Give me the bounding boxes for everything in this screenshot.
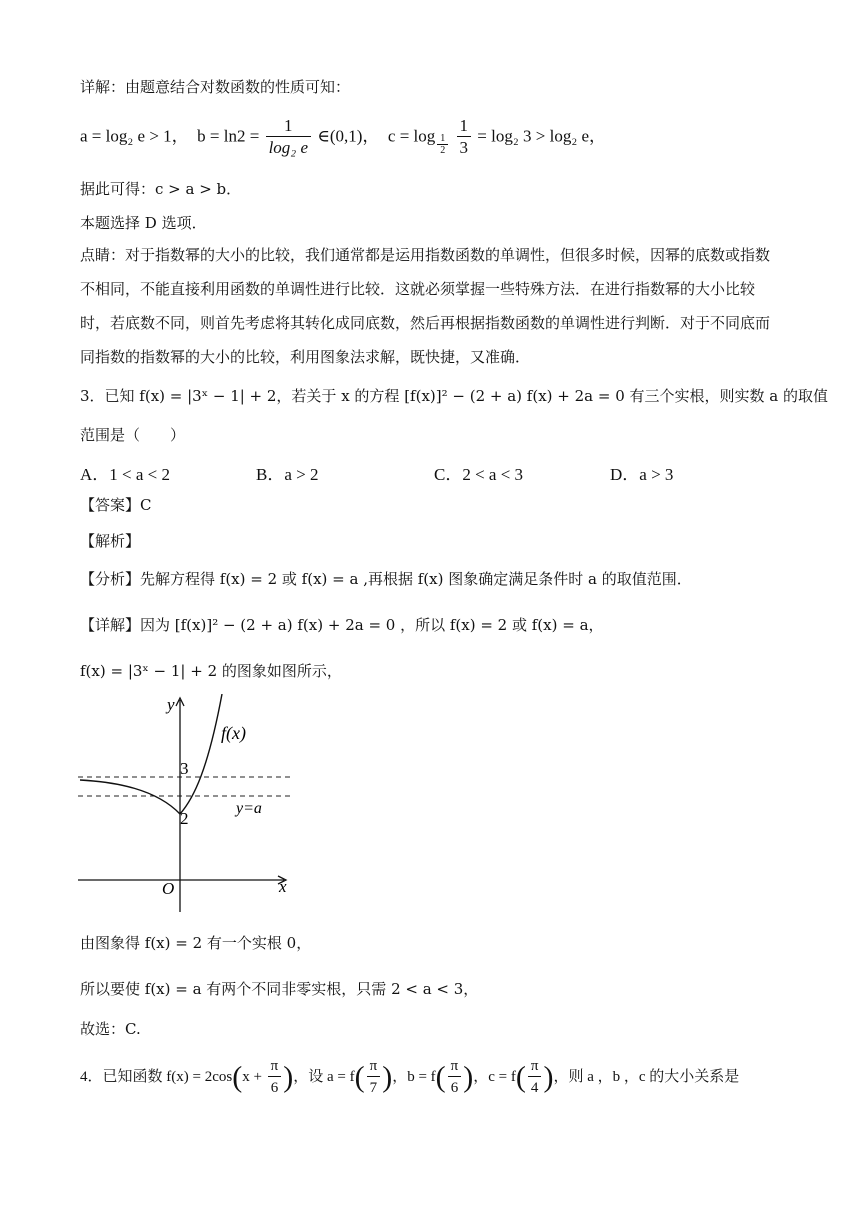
y-axis-label: y [167, 695, 175, 714]
pi-over-4 [528, 1056, 542, 1099]
q4-stem [80, 1056, 739, 1099]
conclusion: 据此可得：c > a > b． [80, 180, 242, 198]
right-paren: ) [463, 1060, 474, 1094]
choose-statement: 本题选择 D 选项． [80, 214, 207, 232]
q3-option-d: D．a > 3 [610, 465, 674, 484]
right-paren: ) [543, 1060, 554, 1094]
c-expression-rhs: = log₂ 3 > log₂ e， [477, 126, 607, 146]
q3-answer: 【答案】C [80, 496, 152, 514]
right-paren: ) [382, 1060, 393, 1094]
c-base-numerator: 1 [437, 133, 448, 145]
four-denominator: 4 [530, 1080, 539, 1096]
line-label: y=a [236, 800, 262, 817]
c-fraction [457, 116, 472, 159]
c-fraction-numerator: 1 [457, 116, 472, 137]
q4-set-a: ，设 a = f [293, 1068, 355, 1085]
six-denominator: 6 [270, 1080, 279, 1096]
pi-numerator: π [448, 1056, 462, 1077]
right-paren: ) [283, 1060, 294, 1094]
q3-option-c: C．2 < a < 3 [434, 465, 524, 484]
curve-label: f(x) [221, 723, 246, 743]
tip-line: 同指数的指数幂的大小的比较，利用图象法求解，既快捷，又准确． [80, 348, 531, 366]
seven-denominator: 7 [369, 1080, 378, 1096]
six-denominator: 6 [450, 1080, 459, 1096]
a-expression: a = log₂ e > 1， [80, 126, 189, 146]
b-fraction-numerator: 1 [266, 116, 311, 137]
pi-numerator: π [528, 1056, 542, 1077]
q3-detail: 【详解】因为 [f(x)]² − (2 + a) f(x) + 2a = 0 ，所以 f(x) = 2 或 f(x) = a， [80, 616, 604, 634]
detail-intro: 详解：由题意结合对数函数的性质可知： [80, 78, 351, 96]
tick-label-3: 3 [180, 759, 189, 778]
tip-line: 不相同，不能直接利用函数的单调性进行比较．这就必须掌握一些特殊方法．在进行指数幂的大小比较 [80, 280, 756, 298]
left-paren: ( [515, 1060, 526, 1094]
q3-option-b: B．a > 2 [256, 465, 319, 484]
c-log-base-fraction [437, 133, 448, 156]
q4-set-b: ，b = f [392, 1068, 436, 1085]
b-expression-rhs: ∈(0,1)， [317, 126, 380, 146]
q3-option-a: A．1 < a < 2 [80, 465, 170, 484]
x-axis-label: x [279, 877, 287, 896]
tick-label-2: 2 [180, 809, 189, 828]
q4-suffix: ，则 a ，b ，c 的大小关系是 [553, 1068, 740, 1085]
q4-set-c: ，c = f [473, 1068, 516, 1085]
q3-after-graph-3: 故选：C. [80, 1020, 141, 1038]
c-expression-lhs: c = log [387, 126, 436, 146]
q3-after-graph-1: 由图象得 f(x) = 2 有一个实根 0， [80, 934, 312, 952]
b-fraction-denominator: log₂ e [268, 138, 309, 157]
b-expression-lhs: b = ln2 = [197, 126, 260, 146]
left-paren: ( [435, 1060, 446, 1094]
pi-over-6-inner [268, 1056, 282, 1099]
log-comparison-equation [80, 116, 606, 159]
left-paren: ( [354, 1060, 365, 1094]
pi-numerator: π [268, 1056, 282, 1077]
c-fraction-denominator: 3 [459, 138, 469, 157]
tip-line: 点睛：对于指数幂的大小的比较，我们通常都是运用指数函数的单调性，但很多时候，因幂的底数或指数 [80, 246, 771, 264]
origin-label: O [162, 879, 175, 898]
left-paren: ( [232, 1060, 243, 1094]
q3-analysis-heading: 【解析】 [80, 532, 141, 550]
q3-stem-line2: 范围是（ ） [80, 426, 186, 444]
q3-stem-line1: 3．已知 f(x) = |3ˣ − 1| + 2，若关于 x 的方程 [f(x)]² − (2 + a) f(x) + 2a = 0 有三个实根，则实数 a 的取值 [80, 387, 829, 405]
function-graph [76, 694, 298, 916]
pi-numerator: π [367, 1056, 381, 1077]
b-fraction [266, 116, 311, 159]
q3-graph-caption: f(x) = |3ˣ − 1| + 2 的图象如图所示， [80, 662, 342, 680]
q3-analysis: 【分析】先解方程得 f(x) = 2 或 f(x) = a ,再根据 f(x) 图象确定满足条件时 a 的取值范围． [80, 570, 692, 588]
q4-inner: x + [242, 1068, 262, 1085]
pi-over-6 [448, 1056, 462, 1099]
pi-over-7 [367, 1056, 381, 1099]
q3-after-graph-2: 所以要使 f(x) = a 有两个不同非零实根，只需 2 < a < 3， [80, 980, 479, 998]
tip-line: 时，若底数不同，则首先考虑将其转化成同底数，然后再根据指数函数的单调性进行判断．对于不同底而 [80, 314, 771, 332]
c-base-denominator: 2 [440, 145, 446, 157]
q4-prefix: 4．已知函数 f(x) = 2cos [80, 1068, 233, 1085]
